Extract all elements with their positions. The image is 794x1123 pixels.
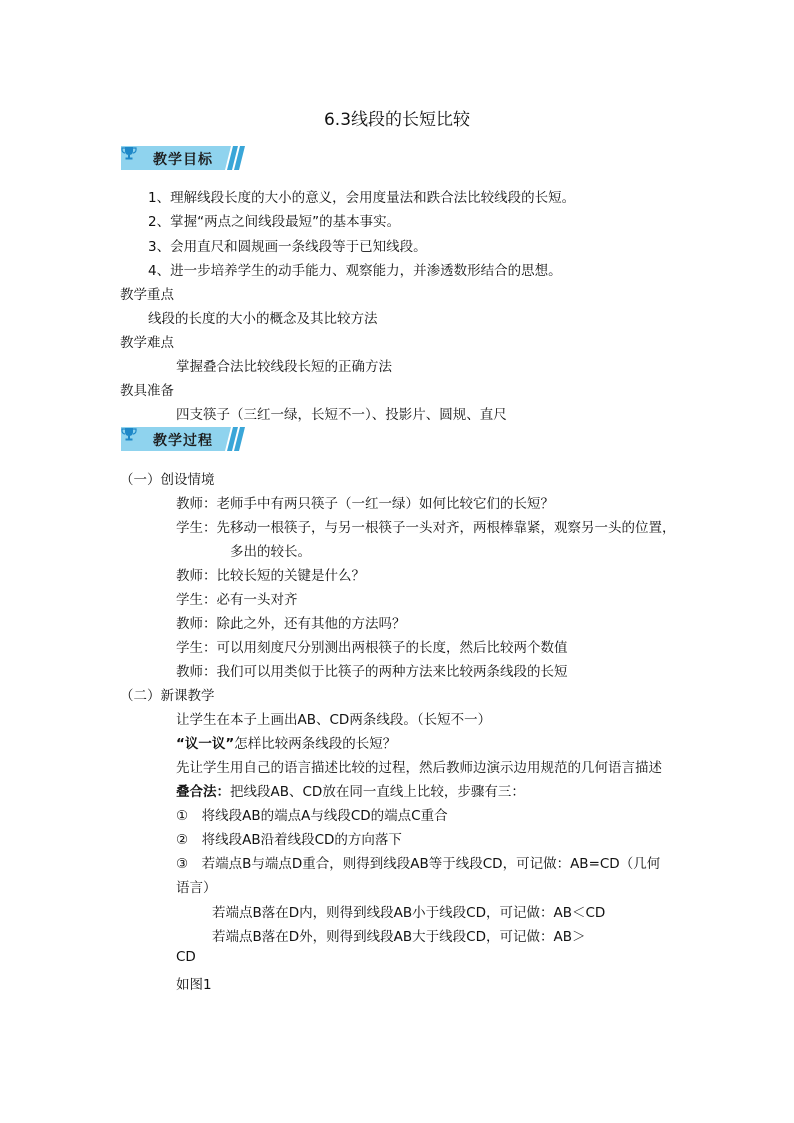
method-line	[176, 780, 525, 800]
page-title: 6.3线段的长短比较	[323, 110, 471, 130]
dialogue-line: 学生：先移动一根筷子，与另一根筷子一头对齐，两根棒靠紧，观察另一头的位置，	[176, 520, 676, 536]
figure-reference: 如图1	[176, 977, 212, 993]
dialogue-line: 学生：可以用刻度尺分别测出两根筷子的长度，然后比较两个数值	[176, 640, 568, 656]
discuss-text: 怎样比较两条线段的长短？	[234, 736, 397, 752]
key-points-heading: 教学重点	[120, 287, 174, 303]
difficult-heading: 教学难点	[120, 335, 174, 351]
dialogue-line: 教师：老师手中有两只筷子（一红一绿）如何比较它们的长短？	[176, 496, 554, 512]
key-points-text: 线段的长度的大小的概念及其比较方法	[148, 311, 378, 327]
instruction-line: 让学生在本子上画出AB、CD两条线段。（长短不一）	[176, 712, 492, 728]
part2-heading: （二）新课教学	[120, 688, 215, 704]
goal-item-4: 4、进一步培养学生的动手能力、观察能力，并渗透数形结合的思想。	[148, 263, 562, 279]
discuss-label: “议一议”	[176, 736, 235, 752]
case-greater: 若端点B落在D外，则得到线段AB大于线段CD，可记做：AB＞	[212, 929, 586, 945]
goal-item-3: 3、会用直尺和圆规画一条线段等于已知线段。	[148, 239, 427, 255]
dialogue-line: 多出的较长。	[230, 544, 311, 560]
method-label: 叠合法：	[176, 784, 230, 800]
tools-heading: 教具准备	[120, 383, 174, 399]
method-text: 把线段AB、CD放在同一直线上比较，步骤有三：	[230, 784, 525, 800]
dialogue-line: 学生：必有一头对齐	[176, 592, 298, 608]
dialogue-line: 教师：除此之外，还有其他的方法吗？	[176, 616, 406, 632]
case-greater-continued: CD	[176, 949, 196, 965]
section-title-goals: 教学目标	[153, 152, 213, 168]
difficult-text: 掌握叠合法比较线段长短的正确方法	[176, 359, 392, 375]
discuss-line	[176, 732, 396, 752]
part1-heading: （一）创设情境	[120, 472, 215, 488]
step-1: ① 将线段AB的端点A与线段CD的端点C重合	[176, 808, 448, 824]
section-title-process: 教学过程	[153, 433, 213, 449]
section-banner-goals	[121, 146, 247, 170]
step-3: ③ 若端点B与端点D重合，则得到线段AB等于线段CD，可记做：AB=CD（几何	[176, 856, 661, 872]
case-less: 若端点B落在D内，则得到线段AB小于线段CD，可记做：AB＜CD	[212, 905, 606, 921]
trophy-icon	[121, 427, 137, 441]
step-2: ② 将线段AB沿着线段CD的方向落下	[176, 832, 402, 848]
instruction-line: 先让学生用自己的语言描述比较的过程，然后教师边演示边用规范的几何语言描述	[176, 760, 662, 776]
goal-item-1: 1、理解线段长度的大小的意义，会用度量法和跌合法比较线段的长短。	[148, 190, 576, 206]
step-3-continued: 语言）	[176, 880, 217, 896]
dialogue-line: 教师：比较长短的关键是什么？	[176, 568, 365, 584]
dialogue-line: 教师：我们可以用类似于比筷子的两种方法来比较两条线段的长短	[176, 664, 568, 680]
trophy-icon	[121, 146, 137, 160]
tools-text: 四支筷子（三红一绿，长短不一）、投影片、圆规、直尺	[176, 407, 507, 423]
section-banner-process	[121, 427, 247, 451]
goal-item-2: 2、掌握“两点之间线段最短”的基本事实。	[148, 214, 401, 230]
